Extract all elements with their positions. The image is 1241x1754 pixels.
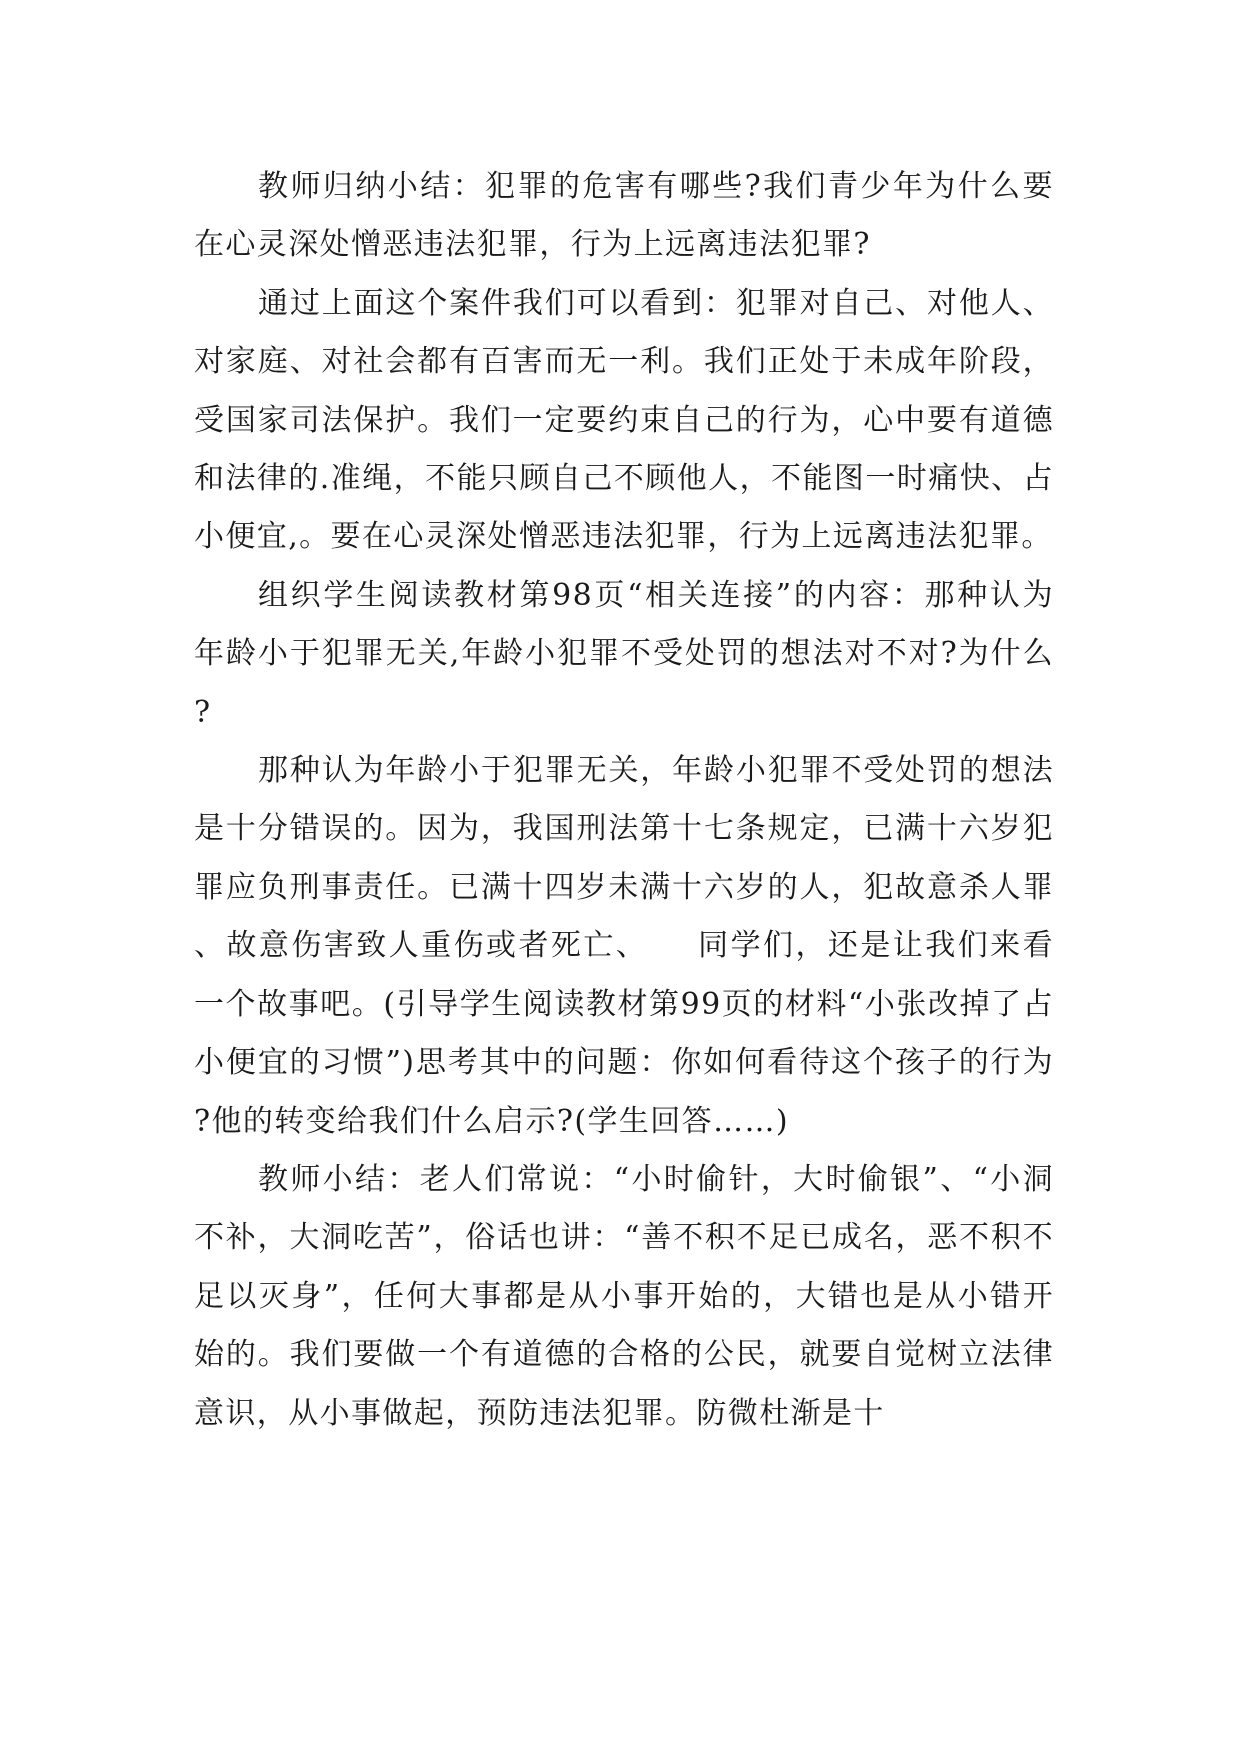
paragraph-teacher-summary-1: 教师归纳小结：犯罪的危害有哪些?我们青少年为什么要在心灵深处憎恶违法犯罪，行为上远离违法犯罪? (194, 169, 1054, 263)
paragraph-textbook-reading: 组织学生阅读教材第98页“相关连接”的内容：那种认为年龄小于犯罪无关,年龄小犯罪不受处罚的想法对不对?为什么? (194, 577, 1054, 730)
document-body (194, 158, 1054, 1443)
paragraph-case-analysis: 通过上面这个案件我们可以看到：犯罪对自己、对他人、对家庭、对社会都有百害而无一利。我们正处于未成年阶段，受国家司法保护。我们一定要约束自己的行为，心中要有道德和法律的.准绳，不能只顾自己不顾他人，不能图一时痛快、占小便宜,。要在心灵深处憎恶违法犯罪，行为上远离违法犯罪。 (194, 285, 1054, 555)
paragraph-criminal-law: 那种认为年龄小于犯罪无关，年龄小犯罪不受处罚的想法是十分错误的。因为，我国刑法第十七条规定，已满十六岁犯罪应负刑事责任。已满十四岁未满十六岁的人，犯故意杀人罪、故意伤害致人重伤或者死亡、 同学们，还是让我们来看一个故事吧。(引导学生阅读教材第99页的材料“小张改掉了占小便宜的习惯”)思考其中的问题：你如何看待这个孩子的行为?他的转变给我们什么启示?(学生回答……) (194, 753, 1054, 1139)
paragraph-teacher-summary-2: 教师小结：老人们常说：“小时偷针，大时偷银”、“小洞不补，大洞吃苦”，俗话也讲：“善不积不足已成名，恶不积不足以灭身”，任何大事都是从小事开始的，大错也是从小错开始的。我们要做一个有道德的合格的公民，就要自觉树立法律意识，从小事做起，预防违法犯罪。防微杜渐是十 (194, 1161, 1054, 1431)
